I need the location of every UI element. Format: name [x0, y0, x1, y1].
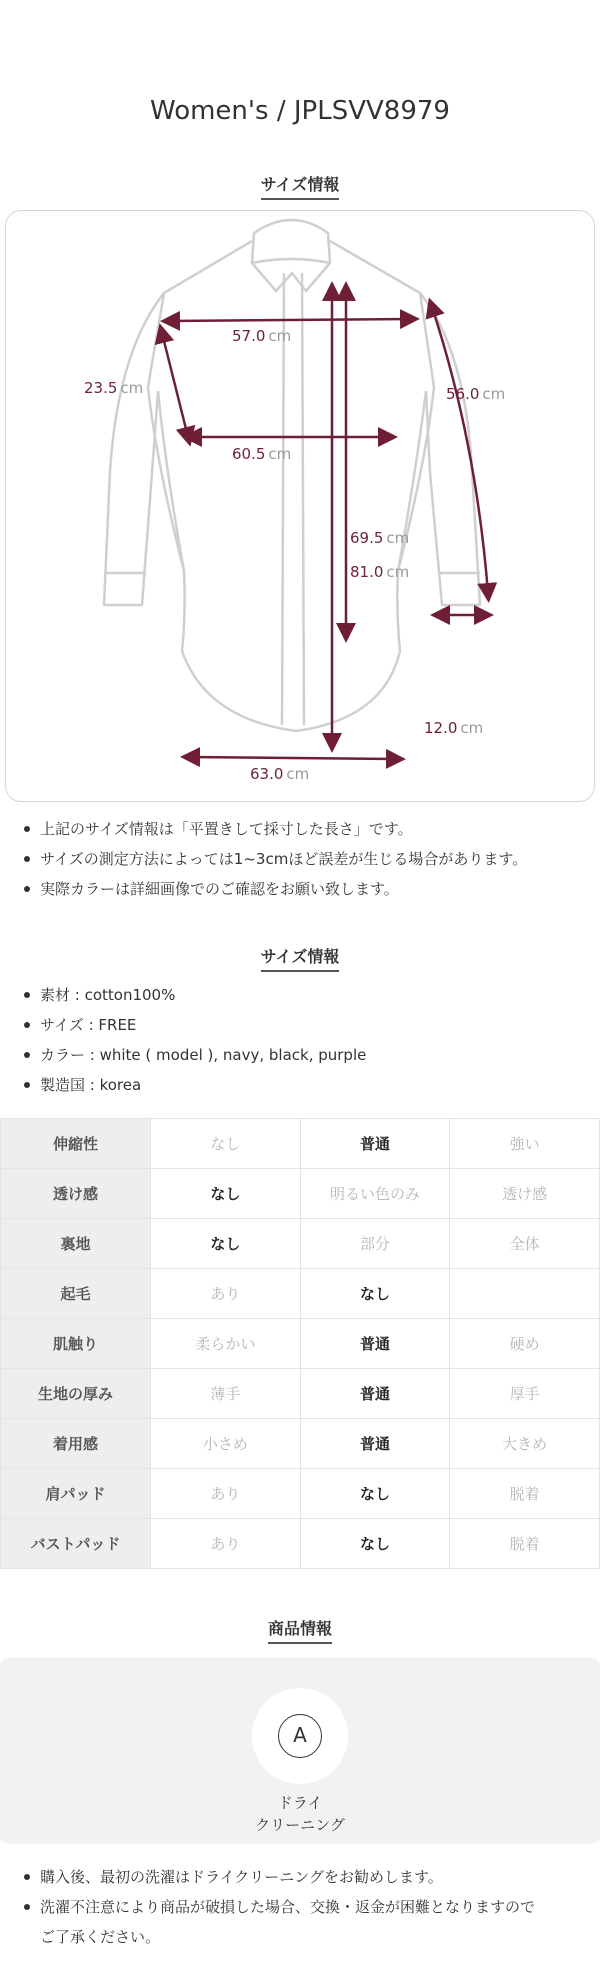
chest-label: 60.5 cm	[232, 445, 292, 463]
table-row	[1, 1269, 600, 1319]
care-panel	[0, 1658, 600, 1844]
fabric-option: なし	[300, 1519, 450, 1569]
fabric-option: 硬め	[450, 1319, 600, 1369]
fabric-option: なし	[151, 1169, 301, 1219]
table-row	[1, 1119, 600, 1169]
fabric-property-label: 肌触り	[1, 1319, 151, 1369]
fabric-option: なし	[300, 1469, 450, 1519]
fabric-option: あり	[151, 1469, 301, 1519]
cuff-label: 12.0 cm	[424, 719, 484, 737]
table-row	[1, 1219, 600, 1269]
fabric-option: 普通	[300, 1119, 450, 1169]
size-diagram	[5, 210, 595, 802]
fabric-property-label: 生地の厚み	[1, 1369, 151, 1419]
size-info-heading: サイズ情報	[0, 172, 600, 200]
table-row	[1, 1469, 600, 1519]
list-item: 購入後、最初の洗濯はドライクリーニングをお勧めします。	[22, 1862, 592, 1892]
fabric-property-label: 伸縮性	[1, 1119, 151, 1169]
page-title: Women's / JPLSVV8979	[150, 96, 450, 126]
fabric-property-table	[0, 1118, 600, 1569]
table-row	[1, 1519, 600, 1569]
list-item: 上記のサイズ情報は「平置きして採寸した長さ」です。	[22, 814, 592, 844]
fabric-option: 明るい色のみ	[300, 1169, 450, 1219]
fabric-property-label: 着用感	[1, 1419, 151, 1469]
hem-label: 63.0 cm	[250, 765, 310, 783]
fabric-option: 柔らかい	[151, 1319, 301, 1369]
fabric-option	[450, 1269, 600, 1319]
measurement-lines	[162, 291, 488, 759]
fabric-option: 透け感	[450, 1169, 600, 1219]
list-item: 素材 : cotton100%	[22, 980, 592, 1010]
fabric-option: 部分	[300, 1219, 450, 1269]
fabric-option: 厚手	[450, 1369, 600, 1419]
shirt-diagram-icon	[6, 211, 596, 803]
table-row	[1, 1369, 600, 1419]
list-item: 製造国 : korea	[22, 1070, 592, 1100]
fabric-option: 普通	[300, 1319, 450, 1369]
fabric-option: 脱着	[450, 1469, 600, 1519]
list-item: 実際カラーは詳細画像でのご確認をお願い致します。	[22, 874, 592, 904]
sleeve-label: 56.0 cm	[446, 385, 506, 403]
care-label: ドライ クリーニング	[255, 1794, 345, 1834]
list-item: カラー : white ( model ), navy, black, purple	[22, 1040, 592, 1070]
fabric-option: 脱着	[450, 1519, 600, 1569]
table-row	[1, 1169, 600, 1219]
list-item: サイズ : FREE	[22, 1010, 592, 1040]
fabric-option: 小さめ	[151, 1419, 301, 1469]
fabric-property-label: バストパッド	[1, 1519, 151, 1569]
fabric-option: 薄手	[151, 1369, 301, 1419]
fabric-property-label: 裏地	[1, 1219, 151, 1269]
spec-list	[22, 980, 592, 1100]
care-notes-list	[22, 1862, 592, 1922]
fabric-option: 普通	[300, 1369, 450, 1419]
back-length-label: 81.0 cm	[350, 563, 410, 581]
fabric-option: あり	[151, 1519, 301, 1569]
front-length-label: 69.5 cm	[350, 529, 410, 547]
fabric-property-label: 肩パッド	[1, 1469, 151, 1519]
shirt-outline	[104, 220, 480, 731]
fabric-option: 全体	[450, 1219, 600, 1269]
fabric-option: 強い	[450, 1119, 600, 1169]
fabric-option: なし	[151, 1219, 301, 1269]
care-symbol-badge	[252, 1688, 348, 1784]
fabric-property-label: 透け感	[1, 1169, 151, 1219]
list-item: サイズの測定方法によっては1~3cmほど誤差が生じる場合があります。	[22, 844, 592, 874]
fabric-option: 大きめ	[450, 1419, 600, 1469]
fabric-option: なし	[300, 1269, 450, 1319]
table-row	[1, 1419, 600, 1469]
dry-clean-icon: A	[278, 1714, 322, 1758]
fabric-option: なし	[151, 1119, 301, 1169]
list-item: 洗濯不注意により商品が破損した場合、交換・返金が困難となりますので	[22, 1892, 592, 1922]
fabric-option: 普通	[300, 1419, 450, 1469]
armhole-label: 23.5 cm	[84, 379, 144, 397]
shoulder-label: 57.0 cm	[232, 327, 292, 345]
size-notes-list	[22, 814, 592, 904]
care-note-continuation: ご了承ください。	[40, 1928, 161, 1946]
spec-heading: サイズ情報	[0, 944, 600, 972]
product-info-heading: 商品情報	[0, 1616, 600, 1644]
fabric-option: あり	[151, 1269, 301, 1319]
table-row	[1, 1319, 600, 1369]
fabric-property-label: 起毛	[1, 1269, 151, 1319]
